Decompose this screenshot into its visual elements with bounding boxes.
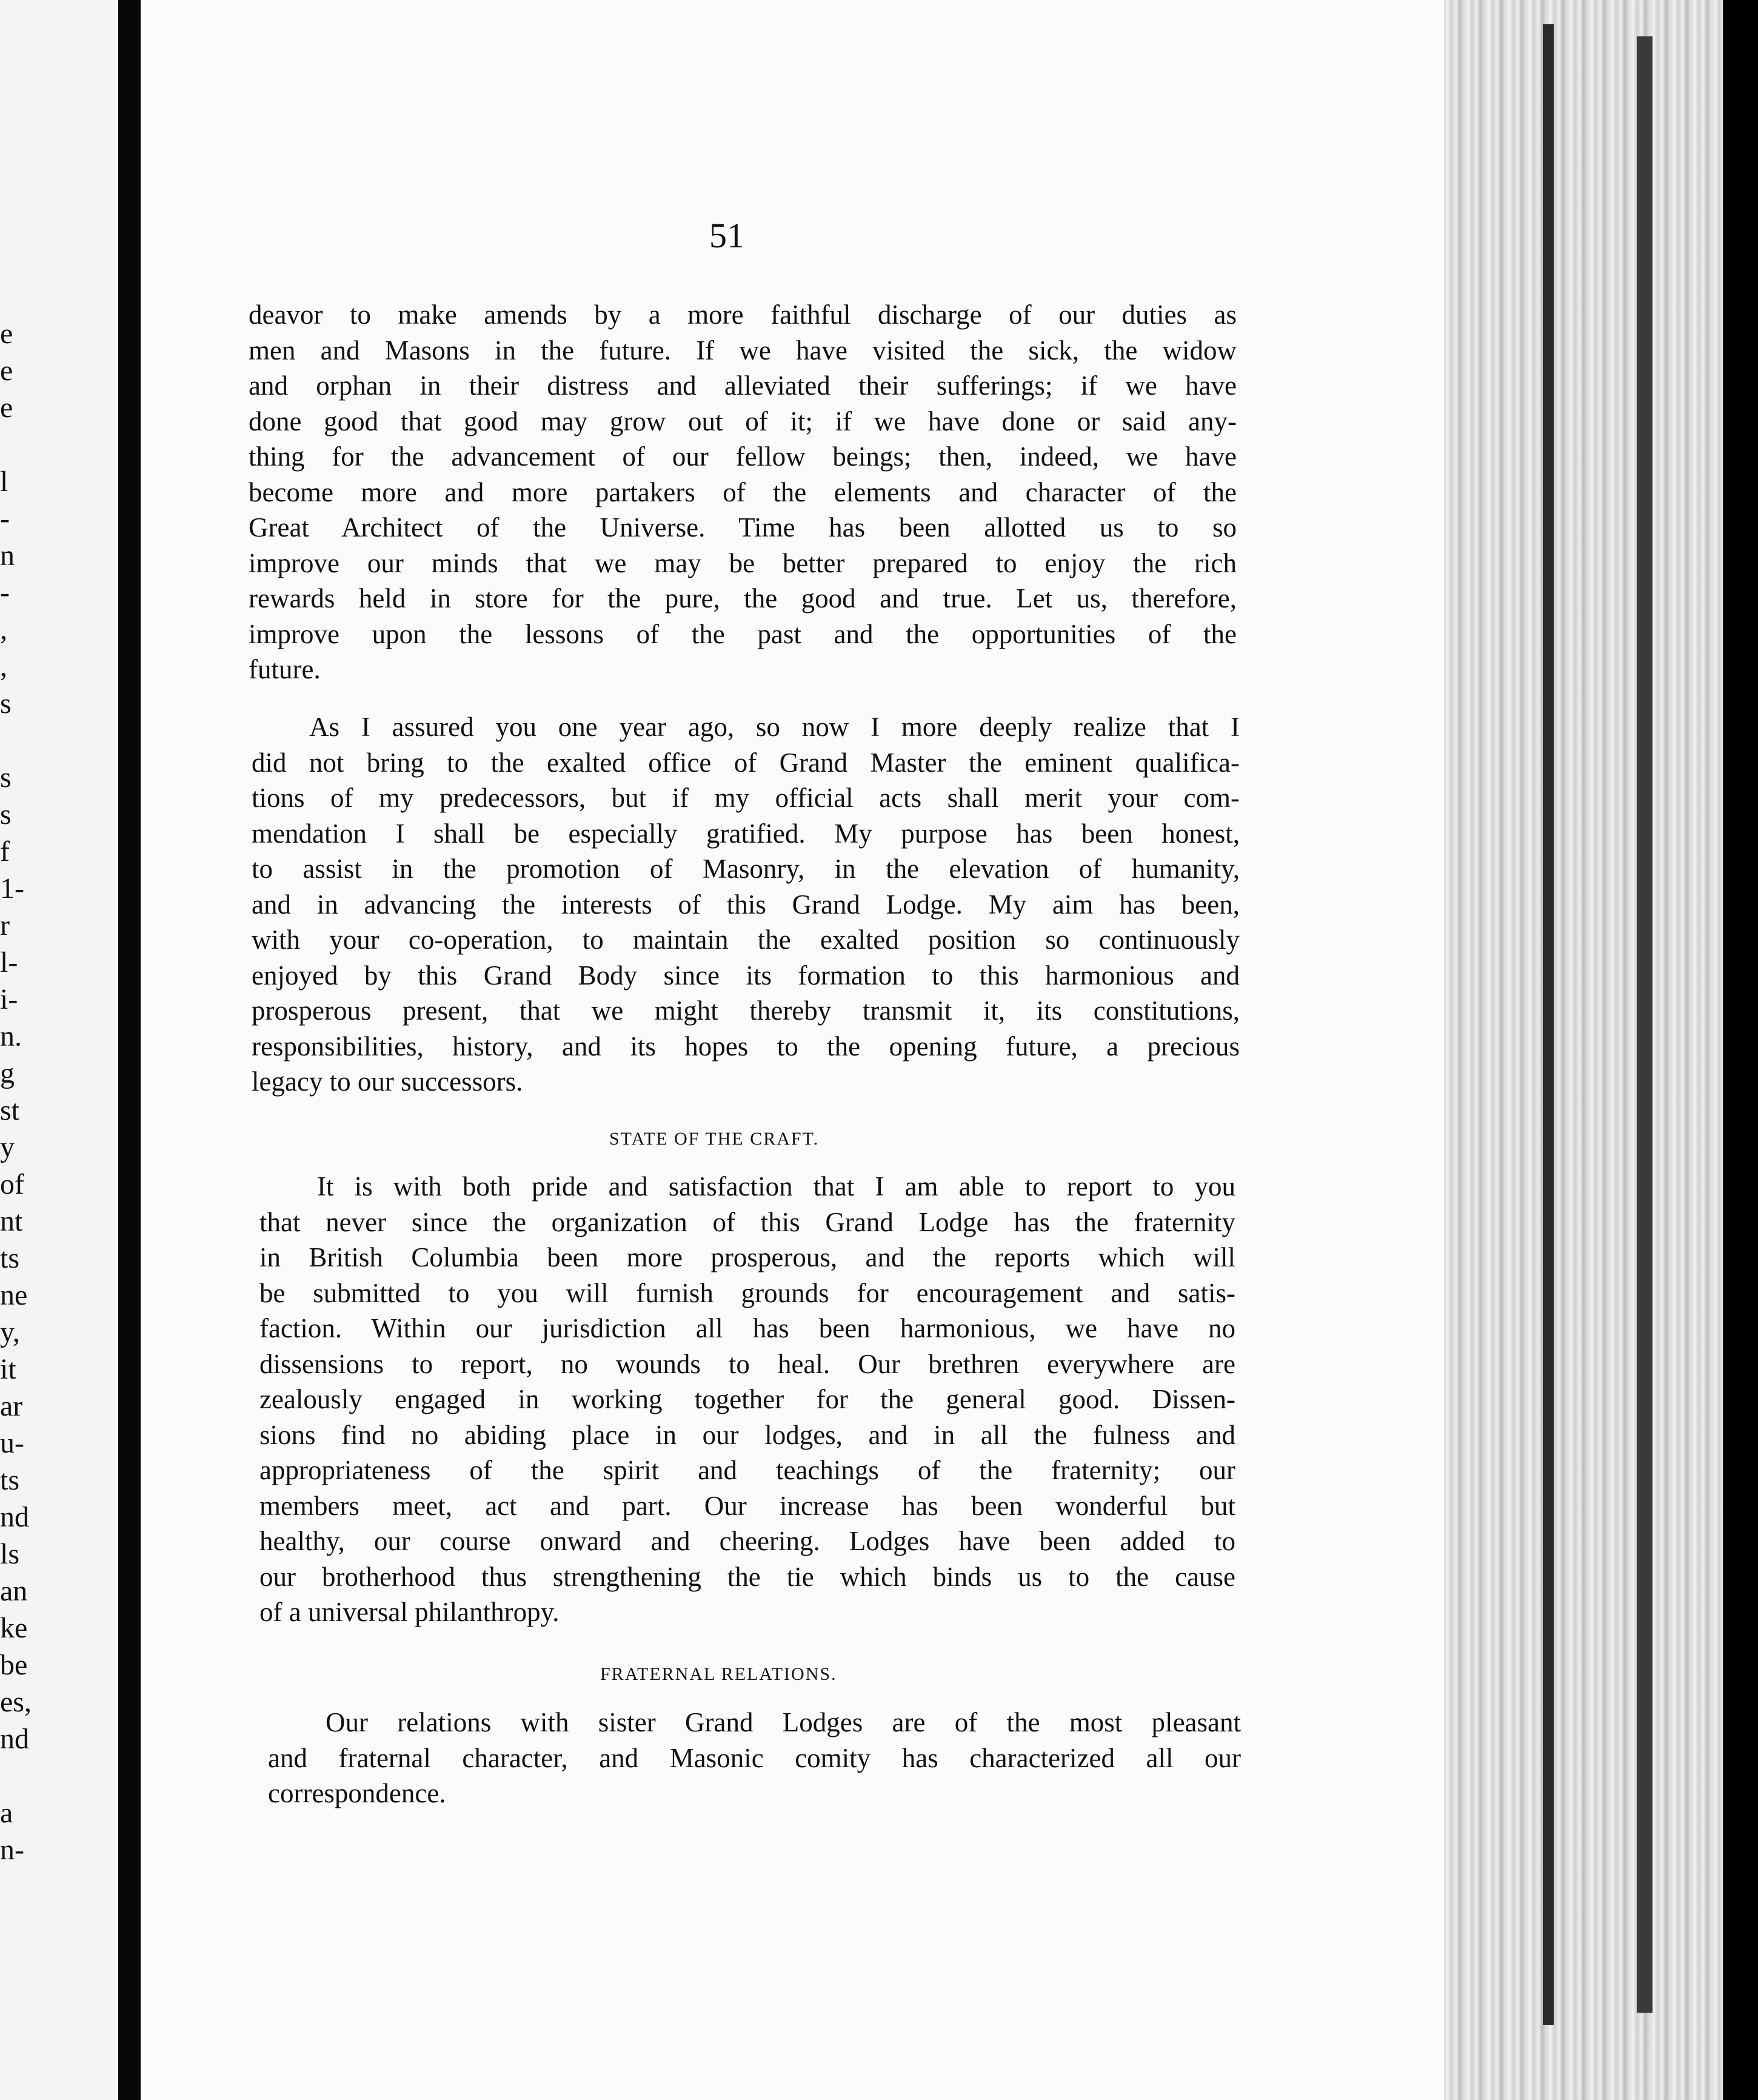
- text-line: legacy to our successors.: [252, 1066, 523, 1097]
- left-page-fragment: n-: [0, 1834, 24, 1866]
- text-line: prosperous present, that we might thereby transmit it, its constitutions,: [252, 995, 1240, 1026]
- page-edge-shadow: [1543, 24, 1554, 2025]
- left-page-fragment: it: [0, 1353, 16, 1385]
- left-page-fragment: nt: [0, 1205, 23, 1237]
- left-page-fragment: s: [0, 761, 12, 794]
- left-page-fragment: ne: [0, 1279, 28, 1311]
- paragraph-fraternal-relations: [268, 1705, 1241, 1811]
- text-line: improve upon the lessons of the past and the opportunities of the: [249, 618, 1237, 649]
- section-heading-fraternal-relations: FRATERNAL RELATIONS.: [600, 1664, 837, 1684]
- left-page-fragment: be: [0, 1649, 28, 1681]
- text-line: and fraternal character, and Masonic comity has characterized all our: [268, 1742, 1241, 1773]
- left-page-fragment: r: [0, 909, 10, 941]
- text-line: and in advancing the interests of this Grand Lodge. My aim has been,: [252, 889, 1240, 920]
- text-line: thing for the advancement of our fellow beings; then, indeed, we have: [249, 441, 1237, 472]
- text-line: zealously engaged in working together for the general good. Dissen-: [259, 1384, 1235, 1414]
- left-page-fragment: y: [0, 1131, 15, 1163]
- left-page-fragment: ke: [0, 1612, 28, 1644]
- text-line: dissensions to report, no wounds to heal. Our brethren everywhere are: [259, 1348, 1235, 1379]
- paragraph-grand-master: [252, 709, 1240, 1100]
- book-gutter: [118, 0, 142, 2100]
- text-line: members meet, act and part. Our increase has been wonderful but: [259, 1490, 1235, 1521]
- text-line: correspondence.: [268, 1778, 446, 1808]
- text-line: our brotherhood thus strengthening the tie which binds us to the cause: [259, 1561, 1235, 1592]
- text-line: that never since the organization of this Grand Lodge has the fraternity: [259, 1206, 1235, 1237]
- text-line: of a universal philanthropy.: [259, 1597, 560, 1627]
- left-page-fragment: y,: [0, 1316, 20, 1348]
- text-line: sions find no abiding place in our lodges, and in all the fulness and: [259, 1419, 1235, 1450]
- text-line: done good that good may grow out of it; if we have done or said any-: [249, 406, 1237, 436]
- left-page-fragment: ,: [0, 614, 7, 646]
- text-line: enjoyed by this Grand Body since its formation to this harmonious and: [252, 960, 1240, 991]
- text-line: mendation I shall be especially gratified. My purpose has been honest,: [252, 818, 1240, 849]
- left-page-text-fragments: [0, 315, 42, 1868]
- left-page-fragment: st: [0, 1094, 20, 1126]
- left-page-fragment: es,: [0, 1686, 32, 1718]
- text-line: in British Columbia been more prosperous, and the reports which will: [259, 1242, 1235, 1272]
- text-line: become more and more partakers of the elements and character of the: [249, 477, 1237, 507]
- left-page-fragment: ts: [0, 1464, 20, 1496]
- text-line: rewards held in store for the pure, the good and true. Let us, therefore,: [249, 583, 1237, 614]
- left-page-fragment: i-: [0, 983, 18, 1015]
- left-page-fragment: ar: [0, 1390, 23, 1422]
- left-page-fragment: e: [0, 355, 13, 387]
- text-line: appropriateness of the spirit and teachings of the fraternity; our: [259, 1455, 1235, 1485]
- text-line: Great Architect of the Universe. Time has been allotted us to so: [249, 512, 1237, 543]
- page-number: 51: [709, 216, 744, 255]
- left-page-fragment: a: [0, 1797, 13, 1829]
- text-line: Our relations with sister Grand Lodges are of the most pleasant: [326, 1707, 1241, 1737]
- left-page-fragment: f: [0, 835, 10, 868]
- text-line: with your co-operation, to maintain the exalted position so continuously: [252, 925, 1240, 955]
- text-line: and orphan in their distress and alleviated their sufferings; if we have: [249, 370, 1237, 401]
- text-line: It is with both pride and satisfaction that I am able to report to you: [317, 1171, 1235, 1202]
- left-page-fragment: e: [0, 318, 13, 350]
- left-page-fragment: an: [0, 1575, 28, 1607]
- text-line: healthy, our course onward and cheering. Lodges have been added to: [259, 1526, 1235, 1556]
- left-page-fragment: g: [0, 1057, 15, 1089]
- left-page-fragment: e: [0, 392, 13, 424]
- scan-border: [1723, 0, 1758, 2100]
- text-line: tions of my predecessors, but if my official acts shall merit your com-: [252, 783, 1240, 813]
- left-page-fragment: ,: [0, 650, 7, 683]
- left-page-fragment: l: [0, 466, 8, 498]
- text-line: to assist in the promotion of Masonry, in the elevation of humanity,: [252, 854, 1240, 884]
- left-page-fragment: ls: [0, 1538, 20, 1570]
- page-block-edge: [1444, 0, 1723, 2100]
- left-page-fragment: s: [0, 798, 12, 831]
- text-line: As I assured you one year ago, so now I more deeply realize that I: [309, 712, 1240, 742]
- left-page-fragment: 1-: [0, 872, 24, 905]
- left-page-fragment: l-: [0, 946, 18, 978]
- left-page-fragment: nd: [0, 1723, 29, 1755]
- left-page-fragment: s: [0, 687, 12, 720]
- section-heading-state-of-the-craft: STATE OF THE CRAFT.: [609, 1129, 820, 1149]
- text-line: deavor to make amends by a more faithful discharge of our duties as: [249, 299, 1237, 330]
- text-line: men and Masons in the future. If we have visited the sick, the widow: [249, 335, 1237, 366]
- paragraph-amends: [249, 297, 1237, 687]
- left-page-fragment: -: [0, 503, 10, 535]
- left-page-fragment: u-: [0, 1427, 24, 1459]
- left-page-fragment: [0, 722, 42, 759]
- text-line: future.: [249, 654, 321, 684]
- left-page-fragment: [0, 426, 42, 463]
- text-line: be submitted to you will furnish grounds for encouragement and satis-: [259, 1277, 1235, 1308]
- left-page-fragment: n.: [0, 1020, 22, 1052]
- left-page-fragment: nd: [0, 1501, 29, 1533]
- text-line: faction. Within our jurisdiction all has been harmonious, we have no: [259, 1313, 1235, 1343]
- left-page-fragment: of: [0, 1168, 24, 1200]
- left-page-fragment: ts: [0, 1242, 20, 1274]
- text-line: improve our minds that we may be better prepared to enjoy the rich: [249, 547, 1237, 578]
- left-page-fragment: n: [0, 540, 15, 572]
- text-line: responsibilities, history, and its hopes to the opening future, a precious: [252, 1031, 1240, 1062]
- text-line: did not bring to the exalted office of Grand Master the eminent qualifica-: [252, 747, 1240, 778]
- left-page-fragment: [0, 1757, 42, 1794]
- page-edge-shadow: [1637, 36, 1653, 2013]
- left-page-fragment: -: [0, 577, 10, 609]
- paragraph-state-of-the-craft: [259, 1169, 1235, 1630]
